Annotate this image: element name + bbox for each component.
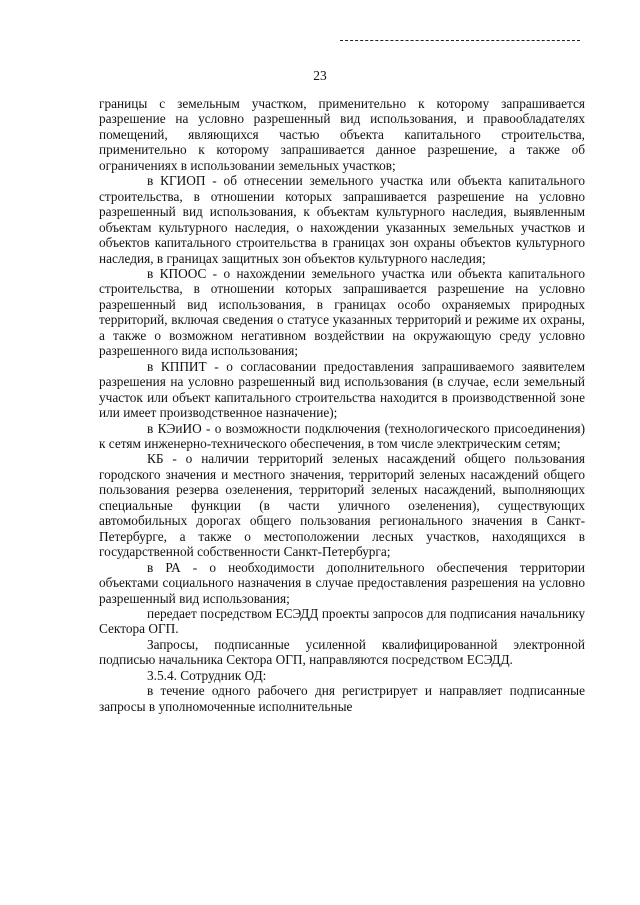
section-heading-3-5-4: 3.5.4. Сотрудник ОД: xyxy=(147,667,267,683)
paragraph-keiio: в КЭиИО - о возможности подключения (технологического присоединения) к сетям инженерно-технического обеспечения, в том числе электрическим сетям; xyxy=(99,420,585,451)
paragraph-zone-boundaries: границы с земельным участком, применительно к которому запрашивается разрешение на условно разрешенный вид использования, и правообладателях помещений, являющихся частью объекта капитального строительства, применительно к которому запрашивается данное разрешение, а также об ограничениях в использовании земельных участков; xyxy=(99,96,585,173)
top-rule xyxy=(340,40,580,41)
paragraph-transfer-esedd: передает посредством ЕСЭДД проекты запросов для подписания начальнику Сектора ОГП. xyxy=(99,605,585,637)
paragraph-od-registers: в течение одного рабочего дня регистрирует и направляет подписанные запросы в уполномоченные исполнительные xyxy=(99,683,585,714)
paragraph-ra: в РА - о необходимости дополнительного обеспечения территории объектами социального назначения в случае предоставления разрешения на условно разрешенный вид использования; xyxy=(99,559,585,606)
document-body xyxy=(99,96,585,714)
page-number: 23 xyxy=(313,68,327,83)
paragraph-kppit: в КППИТ - о согласовании предоставления запрашиваемого заявителем разрешения на условно разрешенный вид использования (в случае, если земельный участок или объект капитального строительства находится в производственной зоне или имеет производственное назначение); xyxy=(99,358,585,421)
paragraph-kb: КБ - о наличии территорий зеленых насаждений общего пользования городского значения и местного значения, территорий зеленых насаждений общего пользования резерва озеленения, территорий зеленых насаждений, выполняющих специальные функции (в части уличного озеленения), существующих автомобильных дорогах общего пользования регионального значения в Санкт-Петербурге, а также о местоположении лесных участков, находящихся в государственной собственности Санкт-Петербурга; xyxy=(99,451,585,560)
paragraph-signed-requests: Запросы, подписанные усиленной квалифицированной электронной подписью начальника Сектора ОГП, направляются посредством ЕСЭДД. xyxy=(99,636,585,668)
paragraph-kpoos: в КПООС - о нахождении земельного участка или объекта капитального строительства, в отношении которых запрашивается разрешение на условно разрешенный вид использования, в границах особо охраняемых природных территорий, включая сведения о статусе указанных территорий и режиме их охраны, а также о возможном негативном воздействии на окружающую среду условно разрешенного вида использования; xyxy=(99,265,585,359)
paragraph-kgiop: в КГИОП - об отнесении земельного участка или объекта капитального строительства, в отношении которых запрашивается разрешение на условно разрешенный вид использования, к объектам культурного наследия, выявленным объектам культурного наследия, о нахождении указанных земельных участков и объектов капитального строительства в границах зон охраны объектов культурного наследия, в границах защитных зон объектов культурного наследия; xyxy=(99,173,585,266)
